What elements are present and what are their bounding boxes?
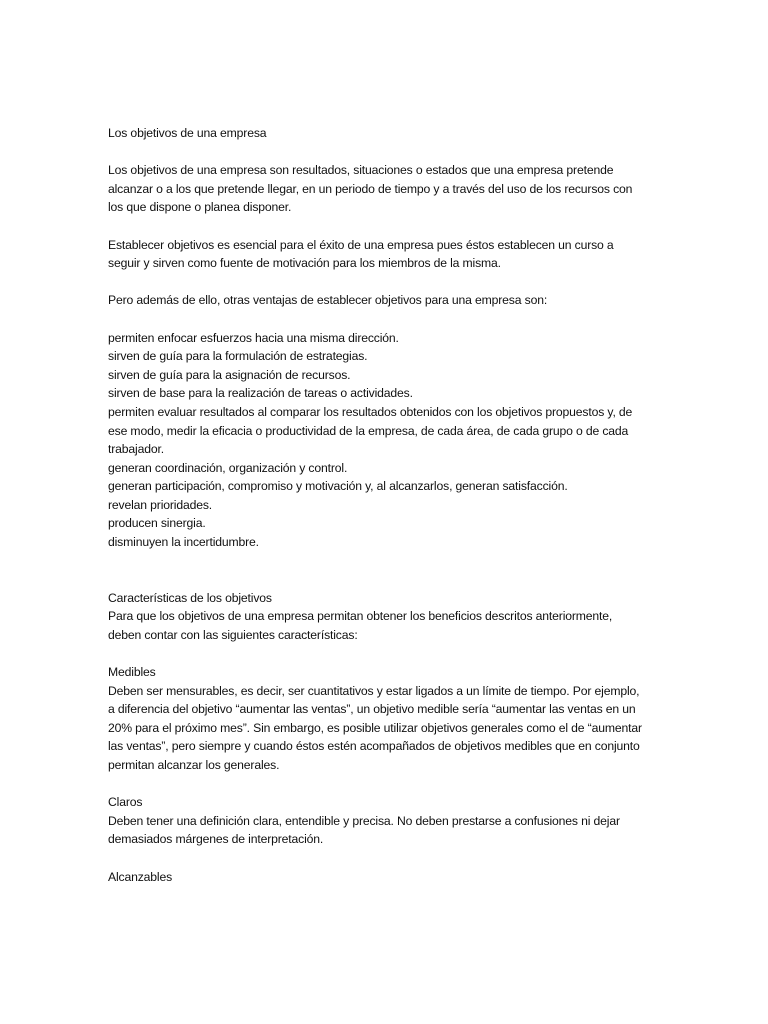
list-item: revelan prioridades.: [108, 497, 213, 512]
spacer: [108, 552, 648, 589]
list-item: sirven de guía para la asignación de recursos.: [108, 367, 351, 382]
list-item: producen sinergia.: [108, 516, 206, 531]
list-item: sirven de base para la realización de tareas o actividades.: [108, 386, 413, 401]
intro-paragraph: Pero además de ello, otras ventajas de establecer objetivos para una empresa son:: [108, 293, 548, 308]
characteristic-name: Medibles: [108, 665, 156, 680]
list-item: sirven de guía para la formulación de estrategias.: [108, 349, 368, 364]
document-page: [108, 124, 648, 886]
characteristics-intro: Para que los objetivos de una empresa permitan obtener los beneficios descritos anteriormente, deben contar con las siguientes características:: [108, 609, 613, 642]
list-item: disminuyen la incertidumbre.: [108, 535, 259, 550]
characteristic-section: [108, 663, 648, 775]
characteristic-name: Alcanzables: [108, 869, 173, 884]
characteristic-section: [108, 868, 648, 887]
characteristic-text: Deben ser mensurables, es decir, ser cuantitativos y estar ligados a un límite de tiempo. Por ejemplo, a diferencia del objetivo “aumentar las ventas”, un objetivo medible sería “aumentar las ventas en un 20% para el próximo mes”. Sin embargo, es posible utilizar objetivos generales como el de “aumentar las ventas”, pero siempre y cuando éstos estén acompañados de objetivos medibles que en conjunto permitan alcanzar los generales.: [108, 683, 642, 772]
characteristics-heading: Características de los objetivos: [108, 590, 272, 605]
intro-paragraph: Establecer objetivos es esencial para el éxito de una empresa pues éstos establecen un curso a seguir y sirven como fuente de motivación para los miembros de la misma.: [108, 237, 614, 271]
document-title: Los objetivos de una empresa: [108, 126, 267, 140]
characteristic-section: [108, 793, 648, 849]
list-item: permiten evaluar resultados al comparar los resultados obtenidos con los objetivos propuestos y, de ese modo, medir la eficacia o productividad de la empresa, de cada área, de cada grupo o de cada trabajador.: [108, 404, 633, 457]
advantages-list: [108, 329, 648, 552]
list-item: permiten enfocar esfuerzos hacia una misma dirección.: [108, 330, 399, 345]
list-item: generan coordinación, organización y control.: [108, 460, 348, 475]
characteristic-name: Claros: [108, 795, 143, 810]
intro-paragraph: Los objetivos de una empresa son resultados, situaciones o estados que una empresa pretende alcanzar o a los que pretende llegar, en un periodo de tiempo y a través del uso de los recursos con los que dispone o planea disponer.: [108, 163, 633, 215]
characteristic-text: Deben tener una definición clara, entendible y precisa. No deben prestarse a confusiones ni dejar demasiados márgenes de interpretación.: [108, 813, 620, 847]
list-item: generan participación, compromiso y motivación y, al alcanzarlos, generan satisfacción.: [108, 479, 568, 494]
